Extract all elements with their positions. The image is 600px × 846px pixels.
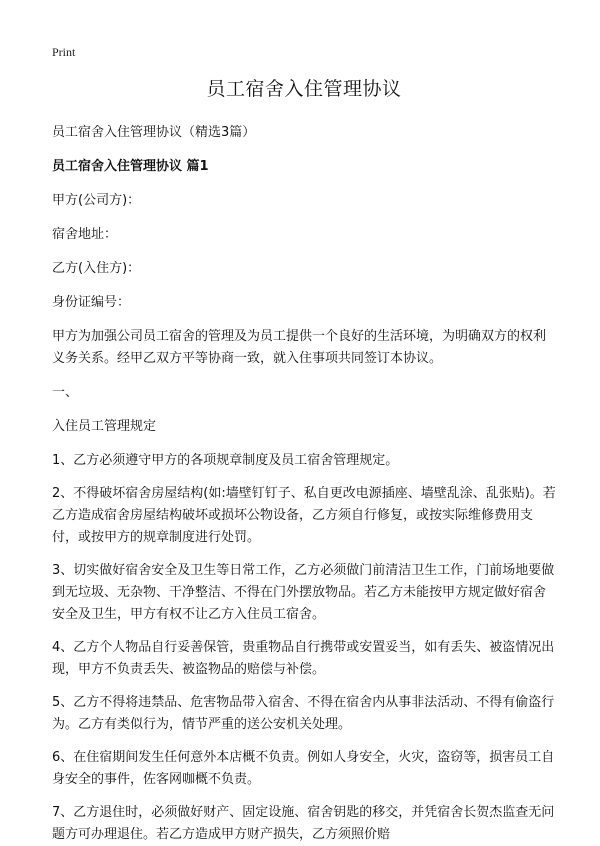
clause-7: 7、乙方退住时，必须做好财产、固定设施、宿舍钥匙的移交，并凭宿舍长贺杰监查无问题方可办理退住。若乙方造成甲方财产损失，乙方须照价赔 (52, 805, 555, 842)
section-heading: 员工宿舍入住管理协议 篇1 (52, 159, 209, 174)
part-one-marker: 一、 (52, 385, 79, 400)
document-title: 员工宿舍入住管理协议 (206, 78, 402, 100)
clause-5: 5、乙方不得将违禁品、危害物品带入宿舍、不得在宿舍内从事非法活动、不得有偷盗行为。乙方有类似行为，情节严重的送公安机关处理。 (52, 695, 555, 732)
party-b-field: 乙方(入住方)： (52, 261, 141, 276)
clause-3: 3、切实做好宿舍安全及卫生等日常工作，乙方必须做门前清洁卫生工作，门前场地要做到无垃圾、无杂物、干净整洁、不得在门外摆放物品。若乙方未能按甲方规定做好宿舍安全及卫生，甲方有权不让乙方入住员工宿舍。 (52, 563, 555, 622)
clause-2: 2、不得破坏宿舍房屋结构(如:墙壁钉钉子、私自更改电源插座、墙壁乱涂、乱张贴)。若乙方造成宿舍房屋结构破坏或损坏公物设备，乙方须自行修复，或按实际维修费用支付，或按甲方的规章制度进行处罚。 (52, 486, 556, 545)
clause-6: 6、在住宿期间发生任何意外本店概不负责。例如人身安全，火灾，盗窃等，损害员工自身安全的事件，佐客网咖概不负责。 (52, 750, 555, 787)
document-subtitle: 员工宿舍入住管理协议（精选3篇） (52, 125, 256, 140)
party-a-field: 甲方(公司方)： (52, 193, 141, 208)
part-one-title: 入住员工管理规定 (52, 419, 157, 434)
id-number-field: 身份证编号： (52, 295, 131, 310)
intro-paragraph: 甲方为加强公司员工宿舍的管理及为员工提供一个良好的生活环境，为明确双方的权利义务关系。经甲乙双方平等协商一致，就入住事项共同签订本协议。 (52, 329, 547, 366)
clause-1: 1、乙方必须遵守甲方的各项规章制度及员工宿舍管理规定。 (52, 453, 399, 468)
print-label[interactable]: Print (52, 45, 76, 59)
clause-4: 4、乙方个人物品自行妥善保管，贵重物品自行携带或安置妥当，如有丢失、被盗情况出现，甲方不负责丢失、被盗物品的赔偿与补偿。 (52, 640, 555, 677)
dorm-address-field: 宿舍地址： (52, 227, 118, 242)
